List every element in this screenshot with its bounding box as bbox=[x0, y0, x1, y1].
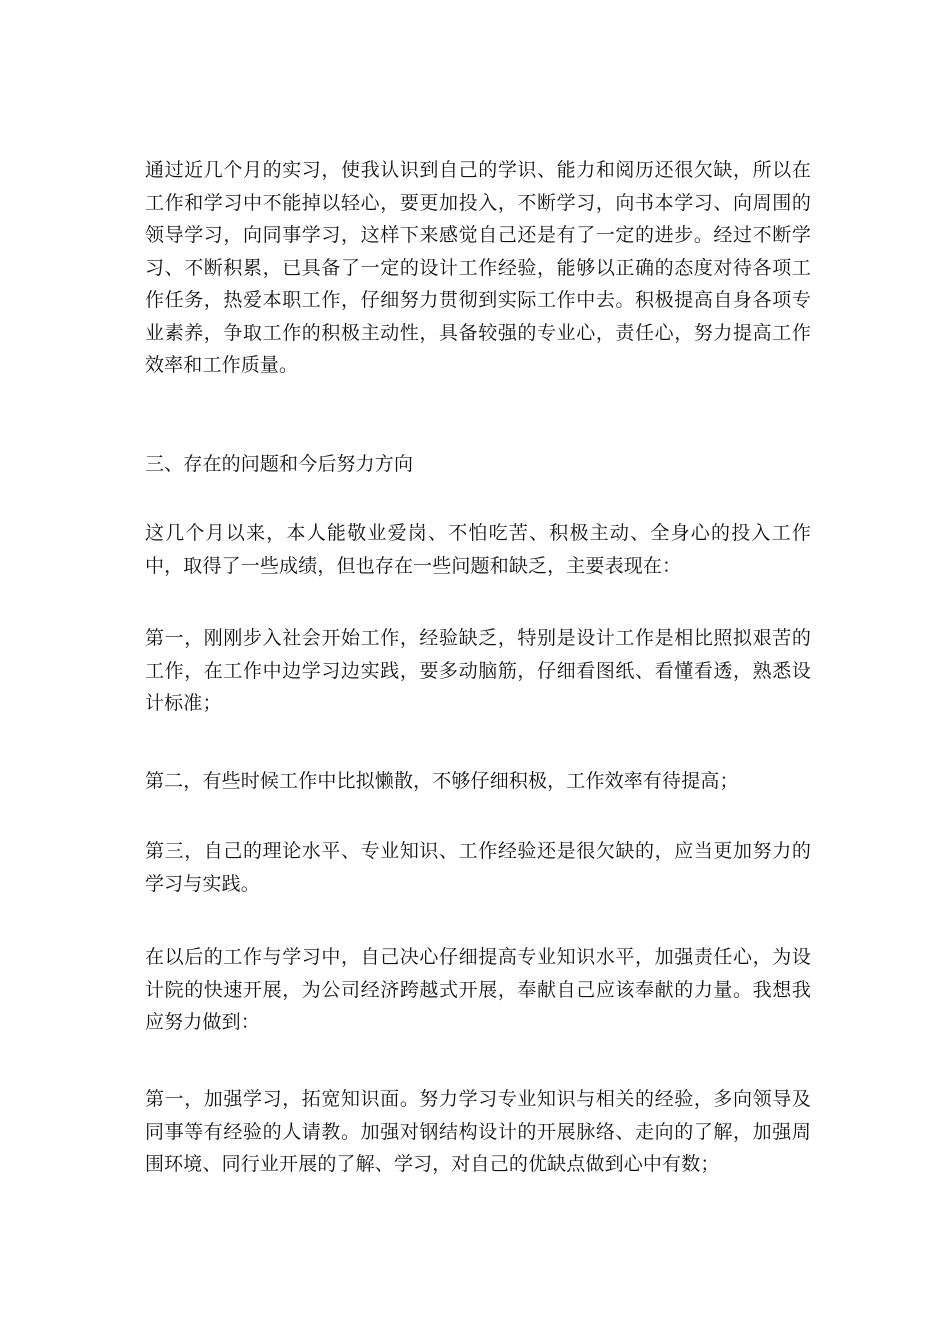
paragraph-internship-reflection: 通过近几个月的实习，使我认识到自己的学识、能力和阅历还很欠缺，所以在工作和学习中不能掉以轻心，要更加投入，不断学习，向书本学习、向周围的领导学习，向同事学习，这样下来感觉自己还是有了一定的进步。经过不断学习、不断积累，已具备了一定的设计工作经验，能够以正确的态度对待各项工作任务，热爱本职工作，仔细努力贯彻到实际工作中去。积极提高自身各项专业素养，争取工作的积极主动性，具备较强的专业心，责任心，努力提高工作效率和工作质量。 bbox=[145, 159, 811, 376]
paragraph-shortcoming-second: 第二，有些时候工作中比拟懒散，不够仔细积极，工作效率有待提高； bbox=[145, 770, 739, 792]
paragraph-shortcoming-first: 第一，刚刚步入社会开始工作，经验缺乏，特别是设计工作是相比照拟艰苦的工作，在工作中边学习边实践，要多动脑筋，仔细看图纸、看懂看透，熟悉设计标准； bbox=[145, 627, 811, 714]
section-heading-problems-and-direction: 三、存在的问题和今后努力方向 bbox=[145, 453, 414, 475]
paragraph-future-resolution: 在以后的工作与学习中，自己决心仔细提高专业知识水平，加强责任心，为设计院的快速开展，为公司经济跨越式开展，奉献自己应该奉献的力量。我想我应努力做到： bbox=[145, 946, 811, 1033]
paragraph-achievements-and-shortcomings: 这几个月以来，本人能敬业爱岗、不怕吃苦、积极主动、全身心的投入工作中，取得了一些成绩，但也存在一些问题和缺乏，主要表现在： bbox=[145, 522, 811, 577]
paragraph-goal-first: 第一，加强学习，拓宽知识面。努力学习专业知识与相关的经验，多向领导及同事等有经验的人请教。加强对钢结构设计的开展脉络、走向的了解，加强周围环境、同行业开展的了解、学习，对自己的优缺点做到心中有数； bbox=[145, 1088, 811, 1175]
paragraph-shortcoming-third: 第三，自己的理论水平、专业知识、工作经验还是很欠缺的，应当更加努力的学习与实践。 bbox=[145, 840, 811, 895]
